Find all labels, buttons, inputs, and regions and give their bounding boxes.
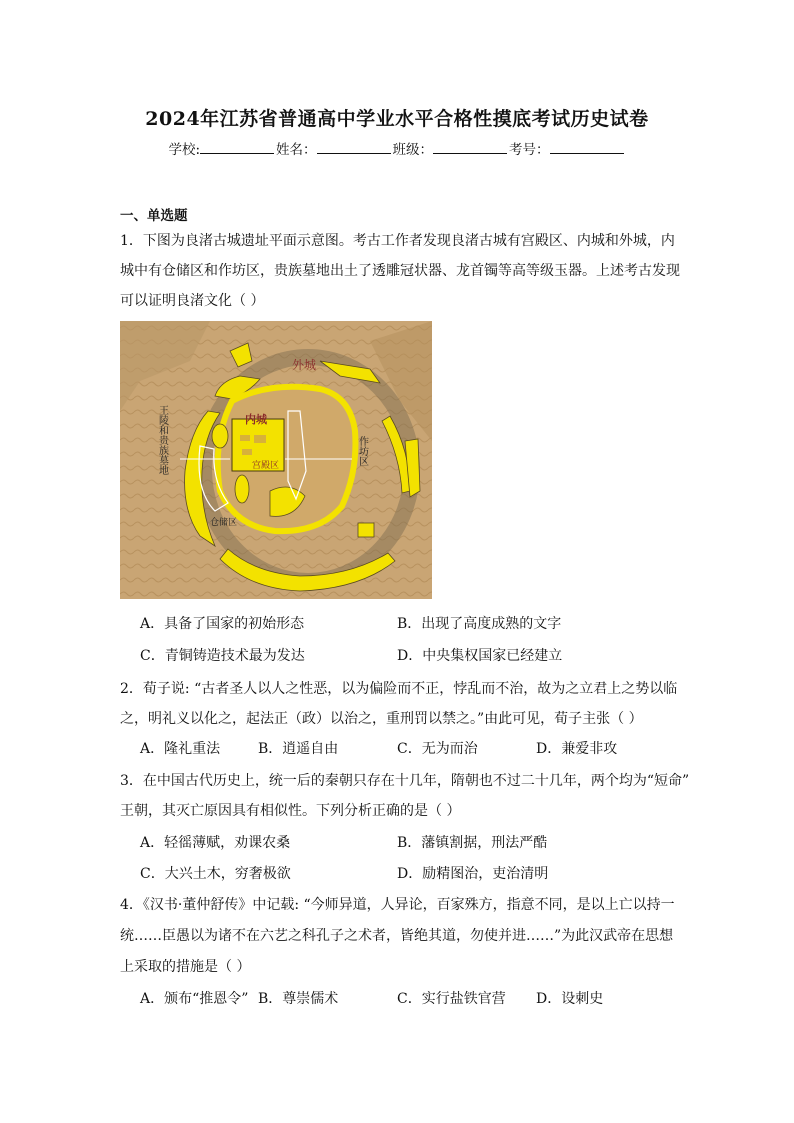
label-tombs: 王陵和贵族墓地 xyxy=(156,405,168,475)
q4-option-c[interactable]: C．实行盐铁官营 xyxy=(397,991,506,1007)
school-label: 学校: xyxy=(168,142,201,158)
q3-option-b[interactable]: B．藩镇割据，刑法严酷 xyxy=(397,835,548,851)
workshop-marker xyxy=(358,523,374,537)
q2-option-a[interactable]: A．隆礼重法 xyxy=(140,741,221,757)
label-palace: 宫殿区 xyxy=(252,461,280,471)
q3-option-c[interactable]: C．大兴土木，穷奢极欲 xyxy=(140,866,291,882)
q1-line-1: 1．下图为良渚古城遗址平面示意图。考古工作者发现良渚古城有宫殿区、内城和外城，内 xyxy=(120,233,675,249)
q4-option-b[interactable]: B．尊崇儒术 xyxy=(258,991,339,1007)
page-title: 2024年江苏省普通高中学业水平合格性摸底考试历史试卷 xyxy=(145,108,649,130)
name-blank xyxy=(317,141,391,154)
q1-line-3: 可以证明良渚文化（ ） xyxy=(120,293,265,309)
q2-line-2: 之，明礼义以化之，起法正（政）以治之，重刑罚以禁之。”由此可见，荀子主张（ ） xyxy=(120,711,643,727)
label-workshop: 作坊区 xyxy=(356,436,368,466)
q1-option-d[interactable]: D．中央集权国家已经建立 xyxy=(397,648,563,664)
q2-option-b[interactable]: B．逍遥自由 xyxy=(258,741,339,757)
section-heading: 一、单选题 xyxy=(120,208,188,224)
id-blank xyxy=(550,141,624,154)
q4-line-1: 4．《汉书·董仲舒传》中记载: “今师异道，人异论，百家殊方，指意不同，是以上亡以持一 xyxy=(120,897,675,913)
id-label: 考号： xyxy=(509,142,550,158)
label-storage: 仓储区 xyxy=(210,518,238,528)
q2-option-c[interactable]: C．无为而治 xyxy=(397,741,478,757)
class-blank xyxy=(433,141,507,154)
school-blank xyxy=(200,141,274,154)
q4-line-2: 统……臣愚以为诸不在六艺之科孔子之术者，皆绝其道，勿使并进……”为此汉武帝在思想 xyxy=(120,928,674,944)
q4-line-3: 上采取的措施是（ ） xyxy=(120,959,251,975)
q1-option-a[interactable]: A．具备了国家的初始形态 xyxy=(140,616,305,632)
q2-line-1: 2．荀子说: “古者圣人以人之性恶，以为偏险而不正，悖乱而不治，故为之立君上之势以临 xyxy=(120,681,678,697)
label-inner-city: 内城 xyxy=(245,413,267,426)
q3-option-a[interactable]: A．轻徭薄赋，劝课农桑 xyxy=(140,835,291,851)
name-label: 姓名： xyxy=(276,142,317,158)
q3-option-d[interactable]: D．励精图治，吏治清明 xyxy=(397,866,549,882)
q1-option-c[interactable]: C．青铜铸造技术最为发达 xyxy=(140,648,305,664)
q1-option-b[interactable]: B．出现了高度成熟的文字 xyxy=(397,616,562,632)
q1-line-2: 城中有仓储区和作坊区，贵族墓地出土了透雕冠状器、龙首镯等高等级玉器。上述考古发现 xyxy=(120,263,680,279)
class-label: 班级： xyxy=(392,142,434,158)
liangzhu-city-map xyxy=(120,321,432,599)
q3-line-1: 3．在中国古代历史上，统一后的秦朝只存在十几年，隋朝也不过二十几年，两个均为“短命” xyxy=(120,773,690,789)
q4-option-d[interactable]: D．设刺史 xyxy=(536,991,604,1007)
q4-option-a[interactable]: A．颁布“推恩令” xyxy=(140,991,249,1007)
q3-line-2: 王朝，其灭亡原因具有相似性。下列分析正确的是（ ） xyxy=(120,803,461,819)
label-outer-city: 外城 xyxy=(292,358,317,372)
student-info-row xyxy=(0,138,794,158)
q2-option-d[interactable]: D．兼爱非攻 xyxy=(536,741,618,757)
